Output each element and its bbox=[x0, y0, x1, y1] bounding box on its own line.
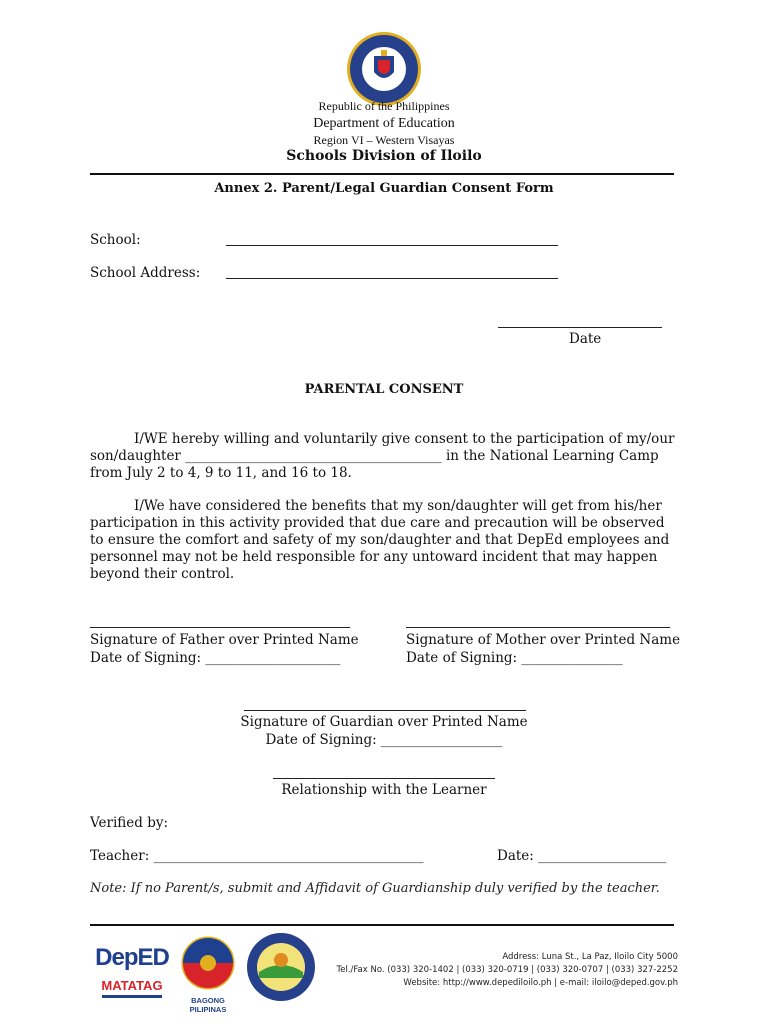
consent-paragraph-1: I/WE hereby willing and voluntarily give consent to the participation of my/our son/daughter ______________________________________ in the National Learning Camp from July 2 to 4, 9 to 11, and 16 to 18. bbox=[90, 431, 675, 481]
matatag-underline bbox=[102, 995, 162, 998]
father-date-of-signing[interactable]: Date of Signing: ____________________ bbox=[90, 650, 341, 666]
teacher-field[interactable]: Teacher: ________________________________________ bbox=[90, 848, 424, 864]
footer-divider bbox=[90, 924, 674, 926]
consent-title: PARENTAL CONSENT bbox=[304, 382, 464, 397]
deped-logo-text: DepED bbox=[95, 944, 169, 971]
department-line: Department of Education bbox=[313, 116, 455, 131]
father-signature-label: Signature of Father over Printed Name bbox=[90, 632, 359, 648]
footer-telfax: Tel./Fax No. (033) 320-1402 | (033) 320-0719 | (033) 320-0707 | (033) 327-2252 bbox=[336, 965, 678, 975]
mother-signature-line[interactable] bbox=[406, 615, 670, 628]
bagong-pilipinas-text: BAGONG PILIPINAS bbox=[189, 996, 227, 1014]
guardianship-note: Note: If no Parent/s, submit and Affidavit of Guardianship duly verified by the teacher. bbox=[90, 881, 660, 896]
guardian-date-of-signing[interactable]: Date of Signing: __________________ bbox=[265, 732, 503, 748]
teacher-date-field[interactable]: Date: ___________________ bbox=[497, 848, 667, 864]
mother-signature-label: Signature of Mother over Printed Name bbox=[406, 632, 681, 648]
footer-website[interactable]: Website: http://www.depediloilo.ph | e-mail: iloilo@deped.gov.ph bbox=[403, 978, 678, 988]
region-line: Region VI – Western Visayas bbox=[313, 133, 455, 147]
division-line: Schools Division of Iloilo bbox=[286, 148, 482, 164]
school-address-label: School Address: bbox=[90, 265, 201, 281]
matatag-logo-text: MATATAG bbox=[101, 978, 163, 993]
school-label: School: bbox=[90, 232, 141, 248]
sun-flag-icon bbox=[172, 936, 244, 990]
guardian-signature-line[interactable] bbox=[244, 698, 526, 711]
father-signature-line[interactable] bbox=[90, 615, 350, 628]
deped-logo bbox=[92, 940, 172, 1002]
date-label: Date bbox=[569, 331, 602, 347]
bagong-pilipinas-logo bbox=[172, 936, 244, 1014]
republic-line: Republic of the Philippines bbox=[318, 99, 450, 113]
consent-paragraph-2: I/We have considered the benefits that my son/daughter will get from his/her participation in this activity provided that due care and precaution will be observed to ensure the comfort and safety of my son/daughter and that DepEd employees and personnel may not be held responsible for any untoward incident that may happen beyond their control. bbox=[90, 498, 670, 582]
division-seal bbox=[246, 932, 316, 1002]
annex-title: Annex 2. Parent/Legal Guardian Consent Form bbox=[214, 181, 554, 196]
deped-seal bbox=[345, 30, 423, 108]
date-field[interactable] bbox=[498, 315, 662, 328]
footer-address: Address: Luna St., La Paz, Iloilo City 5000 bbox=[502, 952, 678, 962]
header-divider bbox=[90, 173, 674, 175]
mother-date-of-signing[interactable]: Date of Signing: _______________ bbox=[406, 650, 623, 666]
school-address-field[interactable] bbox=[226, 263, 558, 279]
verified-by-label: Verified by: bbox=[90, 815, 169, 831]
relationship-label: Relationship with the Learner bbox=[281, 782, 487, 798]
relationship-line[interactable] bbox=[273, 766, 495, 779]
guardian-signature-label: Signature of Guardian over Printed Name bbox=[240, 714, 528, 730]
school-field[interactable] bbox=[226, 230, 558, 246]
